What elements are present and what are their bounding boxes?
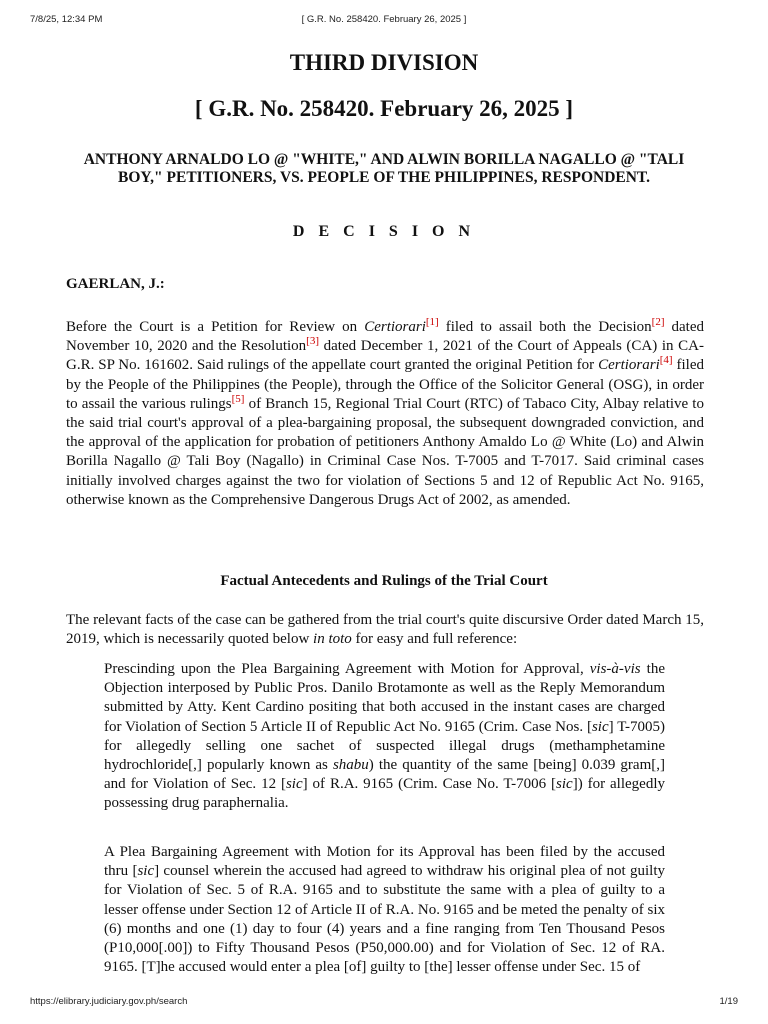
footnote-link-5[interactable]: [5] — [231, 392, 245, 405]
print-datetime: 7/8/25, 12:34 PM — [30, 14, 103, 25]
quoted-paragraph-2: A Plea Bargaining Agreement with Motion for its Approval has been filed by the accused thru [sic] counsel wherein the accused had agreed to withdraw his original plea of not guilty for Violation of Sec. 5 of R.A. 9165 and to substitute the same with a plea of guilty to a lesser offense under Section 12 of Article II of R.A. No. 9165 and be meted the penalty of six (6) months and one (1) day to four (4) years and a fine ranging from Ten Thousand Pesos (P10,000[.00]) to Fifty Thousand Pesos (P50,000.00) and for Violation of Sec. 12 of RA. 9165. [T]he accused would enter a plea [of] guilty to [the] lesser offense under Sec. 15 of — [104, 844, 665, 976]
footnote-link-2[interactable]: [2] — [651, 316, 665, 328]
case-title: [ G.R. No. 258420. February 26, 2025 ] — [194, 96, 574, 121]
decision-heading: D E C I S I O N — [292, 223, 476, 240]
footnote-link-3[interactable]: [3] — [306, 335, 319, 348]
paragraph-intro: Before the Court is a Petition for Review on Certiorari[1] filed to assail both the Decision[2] dated November 10, 2020 and the Resolution[3] dated December 1, 2021 of the Court of Appeals (CA) in CA-G.R. SP No. 161602. Said rulings of the appellate court granted the original Petition for Certiorari[4] filed by the People of the Philippines (the People), through the Office of the Solicitor General (OSG), in order to assail the various rulings[5] of Branch 15, Regional Trial Court (RTC) of Tabaco City, Albay relative to the said trial court's approval of a plea-bargaining proposal, the subsequent downgraded conviction, and the approval of the application for probation of petitioners Anthony Amaldo Lo @ White (Lo) and Alwin Borilla Nagallo @ Tali Boy (Nagallo) in Criminal Case Nos. T-7005 and T-7017. Said criminal cases initially involved charges against the two for violation of Sections 5 and 12 of Republic Act No. 9165, otherwise known as the Comprehensive Dangerous Drugs Act of 2002, as amended. — [66, 316, 704, 508]
section-heading: Factual Antecedents and Rulings of the Trial Court — [220, 573, 548, 589]
quoted-paragraph-1: Prescinding upon the Plea Bargaining Agreement with Motion for Approval, vis-à-vis the Objection interposed by Public Pros. Danilo Brotamonte as well as the Reply Memorandum submitted by Atty. Kent Cardino positing that both accused in the instant cases are charged for Violation of Section 5 Article II of Republic Act No. 9165 (Crim. Case Nos. [sic] T-7005) for allegedly selling one sachet of suspected illegal drugs (methamphetamine hydrochloride[,] popularly known as shabu) the quantity of the same [being] 0.039 gram[,] and for Violation of Sec. 12 [sic] of R.A. 9165 (Crim. Case No. T-7006 [sic]) for allegedly possessing drug paraphernalia. — [104, 661, 666, 812]
footnote-link-1[interactable]: [1] — [425, 316, 439, 328]
footnote-link-4[interactable]: [4] — [659, 354, 673, 367]
print-doc-ref: [ G.R. No. 258420. February 26, 2025 ] — [301, 14, 467, 25]
paragraph-facts: The relevant facts of the case can be gathered from the trial court's quite discursive Order dated March 15, 2019, which is necessarily quoted below in toto for easy and full reference: — [66, 612, 704, 648]
footer-url: https://elibrary.judiciary.gov.ph/search — [30, 996, 188, 1007]
case-parties: ANTHONY ARNALDO LO @ "WHITE," AND ALWIN BORILLA NAGALLO @ "TALI BOY," PETITIONERS, VS. PEOPLE OF THE PHILIPPINES, RESPONDENT. — [83, 151, 685, 186]
page-number: 1/19 — [719, 996, 738, 1007]
division-title: THIRD DIVISION — [289, 50, 479, 75]
ponente: GAERLAN, J.: — [66, 276, 165, 292]
